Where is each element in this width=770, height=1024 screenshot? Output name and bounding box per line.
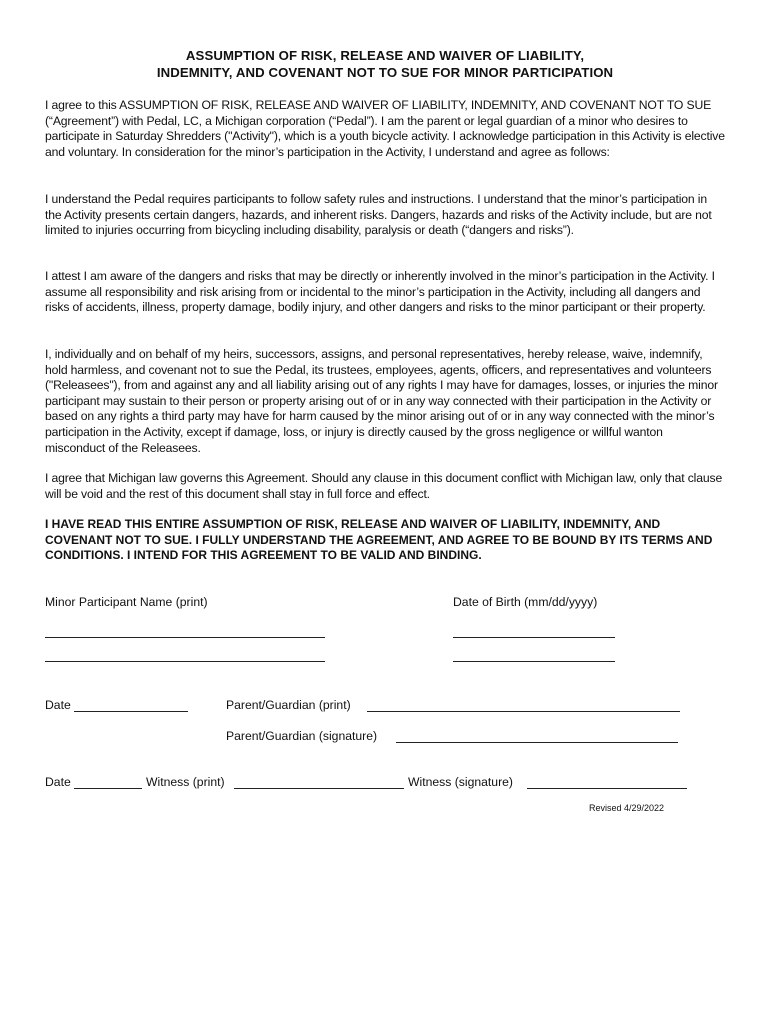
guardian-print-label: Parent/Guardian (print) (226, 698, 351, 712)
agreement-intro-paragraph: I agree to this ASSUMPTION OF RISK, RELEASE AND WAIVER OF LIABILITY, INDEMNITY, AND COVENANT NOT TO SUE (“Agreement”) with Pedal, LC, a Michigan corporation (“Pedal”). I am the parent or legal guardian of a minor who desires to participate in Saturday Shredders ("Activity"), which is a youth bicycle activity. I acknowledge participation in this Activity is elective and voluntary. In consideration for the minor’s participation in the Activity, I understand and agree as follows: (45, 98, 725, 159)
date2-line[interactable] (74, 788, 142, 789)
dob-line-2[interactable] (453, 661, 615, 662)
release-paragraph: I, individually and on behalf of my heirs, successors, assigns, and personal representatives, hereby release, waive, indemnify, hold harmless, and covenant not to sue the Pedal, its trustees, employees, agents, officers, and representatives and volunteers ("Releasees"), from and against any and all liability arising out of any rights I may have for damages, losses, or injuries the minor participant may sustain to their person or property arising out of or in any way connected with their participation in the Activity or based on any rights a third party may have for harm caused by the minor arising out of or in any way connected with the minor’s participation in the Activity, except if damage, loss, or injury is directly caused by the gross negligence or willful wanton misconduct of the Releasees. (45, 347, 718, 455)
minor-name-label: Minor Participant Name (print) (45, 595, 208, 609)
assumption-paragraph: I attest I am aware of the dangers and risks that may be directly or inherently involved in the minor’s participation in the Activity. I assume all responsibility and risk arising from or incidental to the minor’s participation in the Activity, including all dangers and risks of accidents, illness, property damage, bodily injury, and other dangers and risks to the minor participant or their property. (45, 269, 715, 315)
date2-label: Date (45, 775, 71, 789)
guardian-signature-line[interactable] (396, 742, 678, 743)
guardian-print-line[interactable] (367, 711, 680, 712)
minor-name-line-2[interactable] (45, 661, 325, 662)
guardian-signature-label: Parent/Guardian (signature) (226, 729, 378, 743)
witness-print-line[interactable] (234, 788, 404, 789)
governing-law-paragraph: I agree that Michigan law governs this Agreement. Should any clause in this document conflict with Michigan law, only that clause will be void and the rest of this document shall stay in full force and effect. (45, 471, 723, 501)
dangers-paragraph: I understand the Pedal requires participants to follow safety rules and instructions. I understand that the minor’s participation in the Activity presents certain dangers, hazards, and inherent risks. Dangers, hazards and risks of the Activity include, but are not limited to injuries occurring from bicycling including disability, paralysis or death (“dangers and risks”). (45, 192, 712, 238)
date-line[interactable] (74, 711, 188, 712)
acknowledgement-paragraph: I HAVE READ THIS ENTIRE ASSUMPTION OF RISK, RELEASE AND WAIVER OF LIABILITY, INDEMNITY, AND COVENANT NOT TO SUE. I FULLY UNDERSTAND THE AGREEMENT, AND AGREE TO BE BOUND BY ITS TERMS AND CONDITIONS. I INTEND FOR THIS AGREEMENT TO BE VALID AND BINDING. (45, 517, 713, 563)
minor-name-line-1[interactable] (45, 637, 325, 638)
witness-signature-line[interactable] (527, 788, 687, 789)
witness-signature-label: Witness (signature) (408, 775, 513, 789)
dob-line-1[interactable] (453, 637, 615, 638)
title-line-2: INDEMNITY, AND COVENANT NOT TO SUE FOR MINOR PARTICIPATION (156, 65, 614, 80)
title-line-1: ASSUMPTION OF RISK, RELEASE AND WAIVER OF LIABILITY, (185, 48, 585, 63)
revised-date: Revised 4/29/2022 (589, 803, 665, 813)
date-label: Date (45, 698, 71, 712)
witness-print-label: Witness (print) (146, 775, 225, 789)
dob-label: Date of Birth (mm/dd/yyyy) (453, 595, 598, 609)
document-title (40, 47, 730, 81)
